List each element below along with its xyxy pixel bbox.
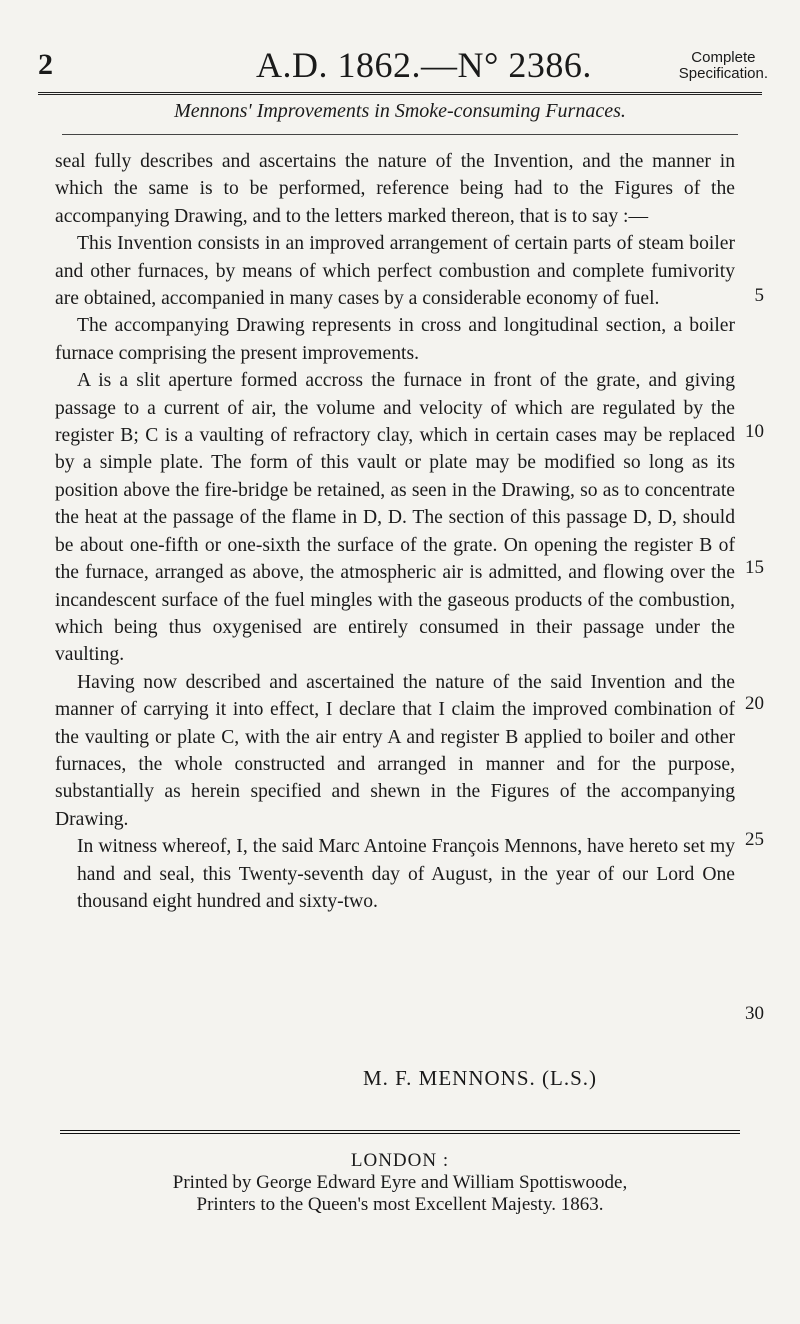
printer-imprint [0, 1150, 800, 1216]
paragraph-drawing: The accompanying Drawing represents in cross and longitudinal section, a boiler furnace comprising the present improvements. [55, 315, 735, 364]
header-title: A.D. 1862.—N° 2386. [256, 45, 592, 85]
header-rule [38, 92, 762, 95]
footer-rule [60, 1130, 740, 1134]
body-text [55, 148, 735, 915]
line-number: 30 [745, 1003, 764, 1024]
paragraph-intro: seal fully describes and ascertains the nature of the Invention, and the manner in which the same is to be performed, reference being had to the Figures of the accompanying Drawing, and to the letters marked thereon, that is to say :— [55, 151, 735, 227]
document-subtitle: Mennons' Improvements in Smoke-consuming Furnaces. [174, 100, 626, 122]
signature: M. F. MENNONS. (L.S.) [362, 1066, 597, 1090]
spec-label-line2: Specification. [678, 65, 768, 82]
paragraph-invention: This Invention consists in an improved arrangement of certain parts of steam boiler and other furnaces, by means of which perfect combustion and complete fumivority are obtained, accompanied in many cases by a considerable economy of fuel. [55, 233, 735, 310]
line-number: 10 [745, 421, 764, 442]
line-number: 20 [745, 693, 764, 714]
specification-label [679, 50, 768, 82]
line-number: 5 [754, 285, 764, 306]
imprint-line2: Printers to the Queen's most Excellent Majesty. 1863. [196, 1194, 604, 1215]
spec-label-line1: Complete [691, 49, 756, 66]
paragraph-witness: In witness whereof, I, the said Marc Antoine François Mennons, have hereto set my hand and seal, this Twenty-seventh day of August, in the year of our Lord One thousand eight hundred and sixty-two. [77, 836, 735, 912]
page-number: 2 [38, 48, 53, 81]
paragraph-claim: Having now described and ascertained the nature of the said Invention and the manner of carrying it into effect, I declare that I claim the improved combination of the vaulting or plate C, with the air entry A and register B applied to boiler and other furnaces, the whole constructed and arranged in manner and for the purpose, substantially as herein specified and shewn in the Figures of the accompanying Drawing. [55, 671, 735, 830]
subtitle-rule [62, 134, 738, 135]
paragraph-description: A is a slit aperture formed accross the furnace in front of the grate, and giving passage to a current of air, the volume and velocity of which are regulated by the register B; C is a vaulting of refractory clay, which in certain cases may be replaced by a simple plate. The form of this vault or plate may be modified so long as its position above the fire-bridge be retained, as seen in the Drawing, so as to concentrate the heat at the passage of the flame in D, D. The section of this passage D, D, should be about one-fifth or one-sixth the surface of the grate. On opening the register B of the furnace, arranged as above, the atmospheric air is admitted, and flowing over the incandescent surface of the fuel mingles with the gaseous products of the combustion, which being thus oxygenised are entirely consumed in their passage under the vaulting. [55, 370, 735, 666]
page-header [38, 44, 768, 88]
imprint-line1: Printed by George Edward Eyre and William Spottiswoode, [172, 1172, 628, 1193]
line-number: 25 [745, 829, 764, 850]
line-number: 15 [745, 557, 764, 578]
imprint-city: LONDON : [350, 1150, 450, 1171]
